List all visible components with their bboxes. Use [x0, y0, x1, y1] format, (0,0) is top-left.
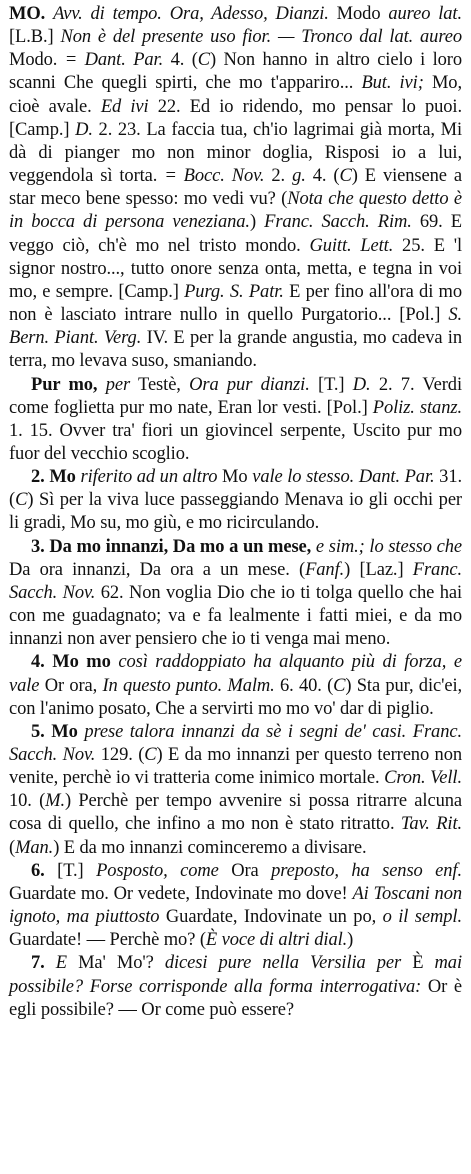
italic-run: C [333, 675, 346, 696]
italic-run: Guitt. Lett. [309, 235, 394, 256]
headword: MO. [9, 4, 46, 24]
headword: 6. [31, 860, 45, 881]
italic-run: Avv. di tempo. Ora, Adesso, Dianzi. [53, 4, 329, 24]
italic-run: per [105, 374, 131, 395]
entry-paragraph-main [9, 3, 462, 374]
text-run: Guardate! — Perchè mo? ( [9, 930, 206, 951]
text-run: Modo. [9, 50, 65, 71]
italic-run: g. [292, 166, 306, 187]
text-run: ) [347, 930, 354, 951]
text-run: [T.] [309, 374, 353, 395]
italic-run: Ora pur dianzi. [189, 374, 310, 395]
italic-run: prese talora innanzi da sè i segni de' casi. Franc. Sacch. Nov. [9, 721, 462, 765]
text-run: 2. 7. Verdi come foglietta pur mo nate, Eran lor vesti. [Pol.] [9, 374, 462, 418]
italic-run: Nota che questo detto è in bocca di persona veneziana. [9, 189, 462, 233]
text-run: Or ora, [39, 675, 103, 696]
italic-run: o il sempl. [382, 907, 462, 928]
italic-run: Tav. Rit. [400, 814, 463, 835]
text-run: ) E viensene a star meco bene spesso: mo vedi vu? ( [9, 166, 462, 210]
text-run: Testè, [130, 374, 190, 395]
italic-run: Poliz. stanz. [372, 397, 462, 418]
entry-paragraph-sense-4 [9, 651, 462, 720]
text-run: [L.B.] [9, 27, 61, 48]
italic-run: Cron. Vell. [384, 768, 462, 789]
italic-run: C [15, 490, 28, 511]
text-run: Da ora innanzi, Da ora a un mese. ( [9, 559, 306, 580]
headword: 4. Mo mo [31, 652, 111, 673]
italic-run: In questo punto. Malm. [102, 675, 275, 696]
headword: 5. Mo [31, 721, 78, 742]
text-run: Mo, cioè avale. [9, 73, 462, 117]
italic-run: = Bocc. Nov. [164, 166, 265, 187]
headword: 7. [31, 953, 45, 974]
italic-run: Purg. S. Patr. [184, 281, 284, 302]
italic-run: dicesi pure nella Versilia per [164, 953, 402, 974]
text-run: Ma' Mo'? [66, 953, 165, 974]
entry-paragraph-sense-5 [9, 721, 462, 860]
entry-paragraph-sense-3 [9, 536, 462, 652]
italic-run: aureo lat. [388, 4, 462, 24]
italic-run: Man. [15, 837, 54, 858]
headword: Mo [44, 467, 81, 488]
italic-run: così raddoppiato ha alquanto più di forza, e vale [9, 652, 462, 696]
text-run: Or è egli possibile? — Or come può essere? [9, 976, 462, 1020]
text-run: ) E da mo innanzi cominceremo a divisare. [53, 837, 367, 858]
text-run: IV. E per la grande angustia, mo cadeva in terra, mo levava suso, smaniando. [9, 328, 462, 372]
text-run: 62. Non voglia Dio che io ti tolga quello che hai con me guadagnato; va e fa lealmente i fatti miei, e da mo innanzi non aver pensiero che io ti venga mai meno. [9, 582, 463, 650]
text-run: 25. E 'l signor nostro..., tutto onore senza onta, metta, e tegna in voi mo, e sempre. [Camp.] [9, 235, 462, 302]
text-run: Mo [217, 467, 253, 488]
text-run: 2. [264, 166, 293, 187]
headword: 2. [31, 467, 45, 488]
text-run [45, 953, 56, 973]
text-run: 6. 40. ( [274, 675, 334, 696]
text-run: 1. 15. Ovver tra' fiori un giovincel serpente, Uscito pur mo fuor del vecchio scoglio. [9, 420, 462, 464]
italic-run: È voce di altri dial. [205, 930, 348, 951]
text-run: Ora [218, 860, 272, 881]
italic-run: riferito ad un altro [80, 467, 218, 488]
italic-run: = Dant. Par. [64, 50, 164, 71]
text-run: ) Sì per la viva luce passeggiando Menava io gli occhi per li gradi, Mo su, mo giù, e mo ricirculando. [9, 490, 462, 534]
italic-run: Fanf. [305, 559, 345, 580]
text-run: [T.] [44, 860, 97, 881]
text-run: ) E da mo innanzi per questo terreno non venite, perchè io vi tratteria come inimico mortale. [9, 745, 463, 789]
headword: Pur mo, [31, 374, 98, 395]
text-run: 2. 23. La faccia tua, ch'io lagrimai già morta, Mi dà di pianger mo non minor doglia, Risposi io a lui, veggendola sì torta. [9, 119, 462, 187]
italic-run: Ed ivi [100, 96, 149, 117]
italic-run: S. Bern. Piant. Verg. [9, 305, 462, 349]
text-run: ) [Laz.] [344, 559, 413, 580]
text-run: 4. ( [163, 50, 198, 71]
text-run: E per fino all'ora di mo non è lasciato intrare nullo in quello Purgatorio... [Pol.] [9, 281, 462, 326]
italic-run: preposto, ha senso enf. [271, 860, 462, 881]
text-run: Modo [328, 4, 389, 24]
italic-run: C [197, 50, 211, 71]
text-run: Guardate mo. Or vedete, Indovinate mo dove! [9, 883, 353, 904]
headword: 3. Da mo innanzi, Da mo a un mese, [31, 536, 312, 557]
italic-run: C [144, 745, 157, 765]
text-run [97, 375, 105, 395]
italic-run: D. [352, 374, 371, 395]
entry-paragraph-sense-2 [9, 466, 462, 535]
entry-paragraph-pur-mo [9, 374, 462, 467]
text-run: 31. ( [9, 467, 462, 511]
italic-run: E [55, 953, 67, 974]
entry-paragraph-sense-6 [9, 860, 462, 953]
italic-run: But. ivi; [361, 73, 424, 94]
text-run: 69. E veggo ciò, ch'è mo nel tristo mondo. [9, 212, 462, 256]
text-run: ) Sta pur, dic'ei, con l'animo posato, Che a servirti mo mo vo' dar di piglio. [9, 675, 463, 719]
text-run: Guardate, Indovinate un po, [159, 907, 383, 928]
text-run: È [401, 953, 435, 974]
text-run: ) Perchè per tempo avvenire si possa ritrarre alcuna cosa di quello, che infino a mo non è stato ritratto. [9, 791, 462, 835]
text-run [45, 4, 53, 24]
italic-run: vale lo stesso. Dant. Par. [252, 467, 435, 488]
text-run: 22. Ed io ridendo, mo pensar lo puoi. [Camp.] [9, 96, 462, 140]
text-run: 10. ( [9, 791, 46, 812]
text-run: ) [249, 212, 265, 233]
italic-run: Ai Toscani non ignoto, ma piuttosto [9, 883, 462, 928]
italic-run: e sim.; lo stesso che [315, 536, 463, 557]
italic-run: Franc. Sacch. Nov. [9, 559, 462, 603]
italic-run: M. [45, 791, 66, 812]
text-run: ) Non hanno in altro cielo i loro scanni Che quegli spirti, che mo t'appariro... [9, 50, 462, 94]
italic-run: D. [75, 119, 93, 140]
text-run: ( [9, 837, 16, 858]
text-run: 4. ( [305, 166, 340, 187]
italic-run: Posposto, come [96, 860, 219, 881]
italic-run: Franc. Sacch. Rim. [264, 212, 412, 233]
text-run: 129. ( [95, 745, 145, 765]
entry-paragraph-sense-7 [9, 952, 462, 1021]
italic-run: C [339, 166, 352, 187]
italic-run: mai possibile? Forse corrisponde alla forma interrogativa: [9, 953, 462, 997]
italic-run: Non è del presente uso fior. — Tronco dal lat. aureo [60, 27, 463, 48]
